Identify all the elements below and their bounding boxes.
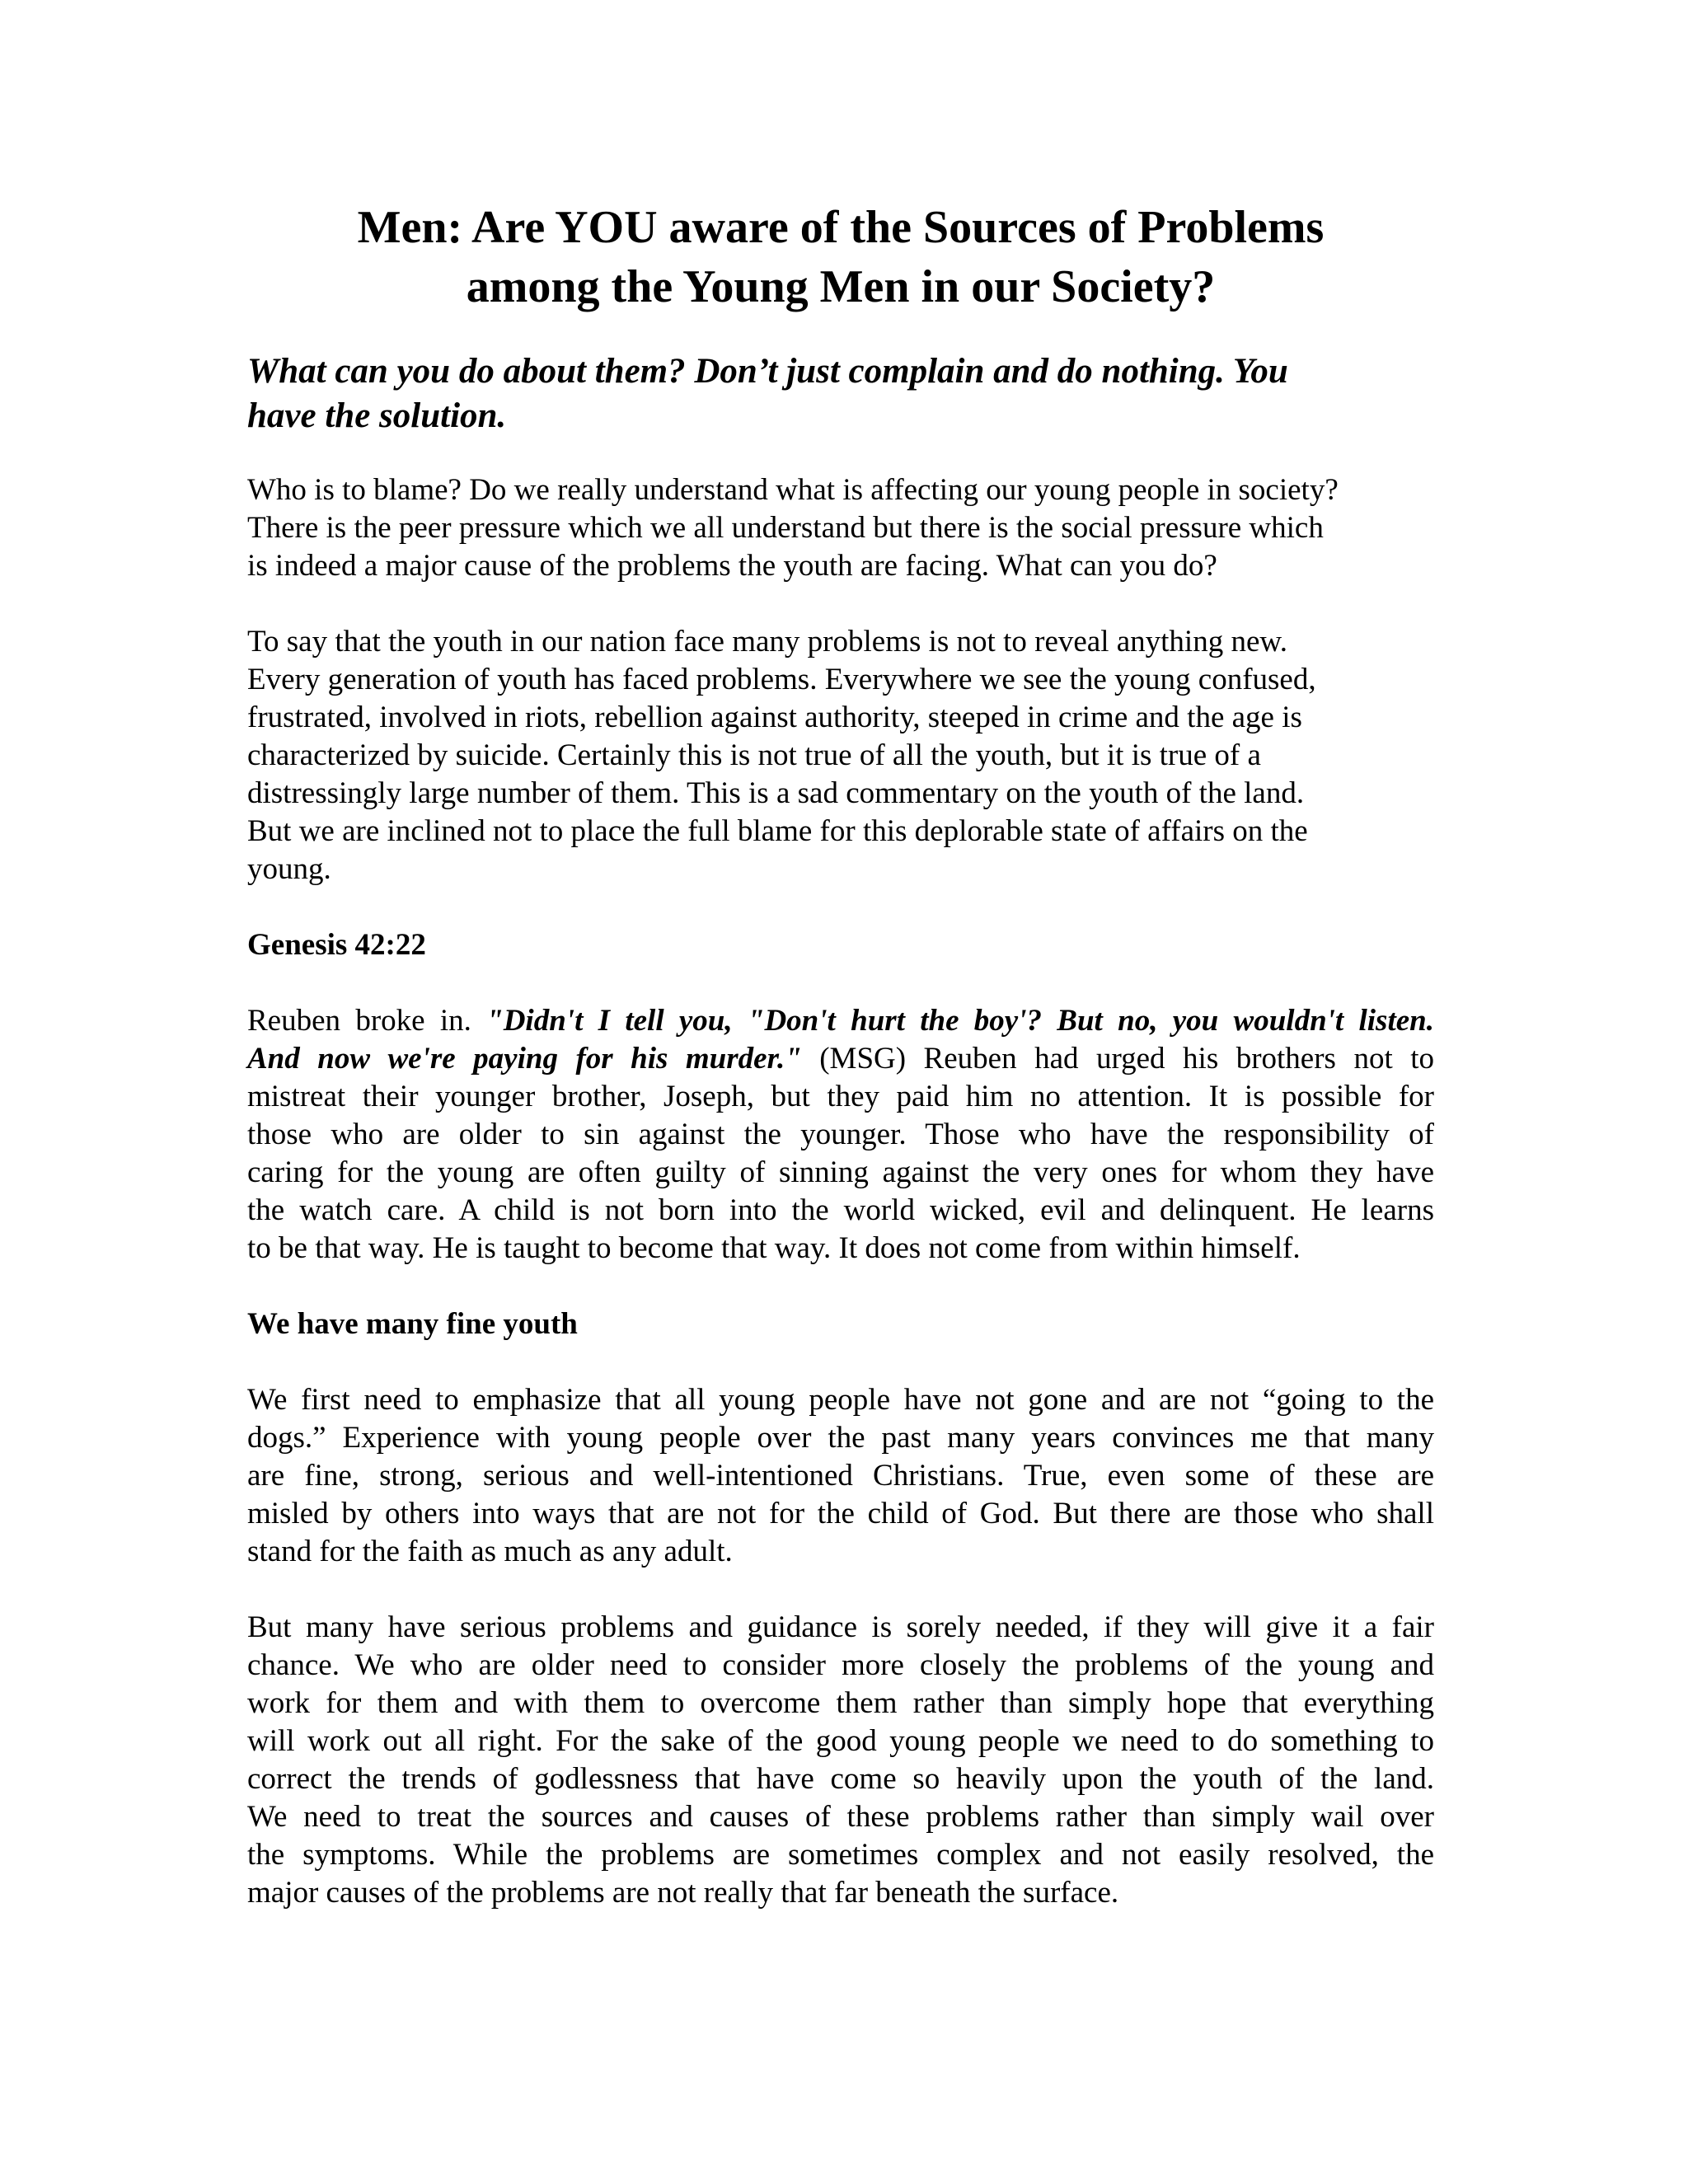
paragraph-line: to be that way. He is taught to become that way. It does not come from within himself. [247, 1231, 1301, 1265]
paragraph-line: characterized by suicide. Certainly this is not true of all the youth, but it is true of a [247, 738, 1261, 772]
paragraph-line: major causes of the problems are not really that far beneath the surface. [247, 1876, 1119, 1910]
paragraph-line: stand for the faith as much as any adult. [247, 1535, 733, 1568]
paragraph-line: work for them and with them to overcome them rather than simply hope that everything [247, 1686, 1434, 1720]
paragraph-who-is-to-blame [247, 471, 1434, 585]
paragraph-line: are fine, strong, serious and well-intentioned Christians. True, even some of these are [247, 1459, 1434, 1493]
paragraph-line: But many have serious problems and guidance is sorely needed, if they will give it a fair [247, 1610, 1434, 1644]
paragraph-line [247, 1040, 1434, 1078]
paragraph-line: But we are inclined not to place the full blame for this deplorable state of affairs on the [247, 814, 1308, 848]
subtitle-line: What can you do about them? Don’t just complain and do nothing. You [247, 352, 1288, 391]
paragraph-line: correct the trends of godlessness that have come so heavily upon the youth of the land. [247, 1762, 1434, 1796]
paragraph-line: is indeed a major cause of the problems the youth are facing. What can you do? [247, 549, 1217, 583]
title-line: Men: Are YOU aware of the Sources of Problems [357, 202, 1325, 253]
paragraph-line: Every generation of youth has faced problems. Everywhere we see the young confused, [247, 663, 1316, 696]
line-text: (MSG) Reuben had urged his brothers not to [801, 1042, 1434, 1076]
subtitle-line: have the solution. [247, 396, 507, 435]
paragraph-line: frustrated, involved in riots, rebellion against authority, steeped in crime and the age is [247, 701, 1302, 734]
document-title [247, 198, 1434, 316]
paragraph-line: We first need to emphasize that all young people have not gone and are not “going to the [247, 1383, 1434, 1417]
section-heading-genesis: Genesis 42:22 [247, 928, 426, 962]
paragraph-youth-problems [247, 623, 1434, 888]
paragraph-fine-youth [247, 1381, 1434, 1571]
paragraph-line: young. [247, 852, 331, 886]
paragraph-line: To say that the youth in our nation face many problems is not to reveal anything new. [247, 625, 1287, 658]
paragraph-guidance-needed [247, 1609, 1434, 1912]
paragraph-reuben [247, 1002, 1434, 1268]
paragraph-line: the watch care. A child is not born into the world wicked, evil and delinquent. He learns [247, 1193, 1434, 1227]
section-heading-fine-youth: We have many fine youth [247, 1307, 578, 1341]
paragraph-line: will work out all right. For the sake of the good young people we need to do something to [247, 1724, 1434, 1758]
paragraph-line: There is the peer pressure which we all understand but there is the social pressure which [247, 511, 1324, 545]
paragraph-line: Who is to blame? Do we really understand what is affecting our young people in society? [247, 473, 1339, 507]
paragraph-line: misled by others into ways that are not for the child of God. But there are those who shall [247, 1497, 1434, 1530]
title-line: among the Young Men in our Society? [466, 261, 1216, 312]
paragraph-line [247, 1002, 1434, 1040]
paragraph-line: dogs.” Experience with young people over the past many years convinces me that many [247, 1421, 1434, 1455]
paragraph-line: distressingly large number of them. This is a sad commentary on the youth of the land. [247, 776, 1305, 810]
paragraph-line: mistreat their younger brother, Joseph, but they paid him no attention. It is possible for [247, 1080, 1434, 1113]
line-text: Reuben broke in. [247, 1004, 487, 1038]
document-subtitle [247, 349, 1434, 438]
scripture-quote: And now we're paying for his murder." [247, 1042, 802, 1076]
paragraph-line: We need to treat the sources and causes of these problems rather than simply wail over [247, 1800, 1434, 1834]
scripture-quote: "Didn't I tell you, "Don't hurt the boy'? But no, you wouldn't listen. [486, 1004, 1434, 1038]
paragraph-line: the symptoms. While the problems are sometimes complex and not easily resolved, the [247, 1838, 1434, 1872]
paragraph-line: caring for the young are often guilty of sinning against the very ones for whom they have [247, 1155, 1434, 1189]
paragraph-line: chance. We who are older need to consider more closely the problems of the young and [247, 1648, 1434, 1682]
paragraph-line: those who are older to sin against the younger. Those who have the responsibility of [247, 1118, 1434, 1151]
